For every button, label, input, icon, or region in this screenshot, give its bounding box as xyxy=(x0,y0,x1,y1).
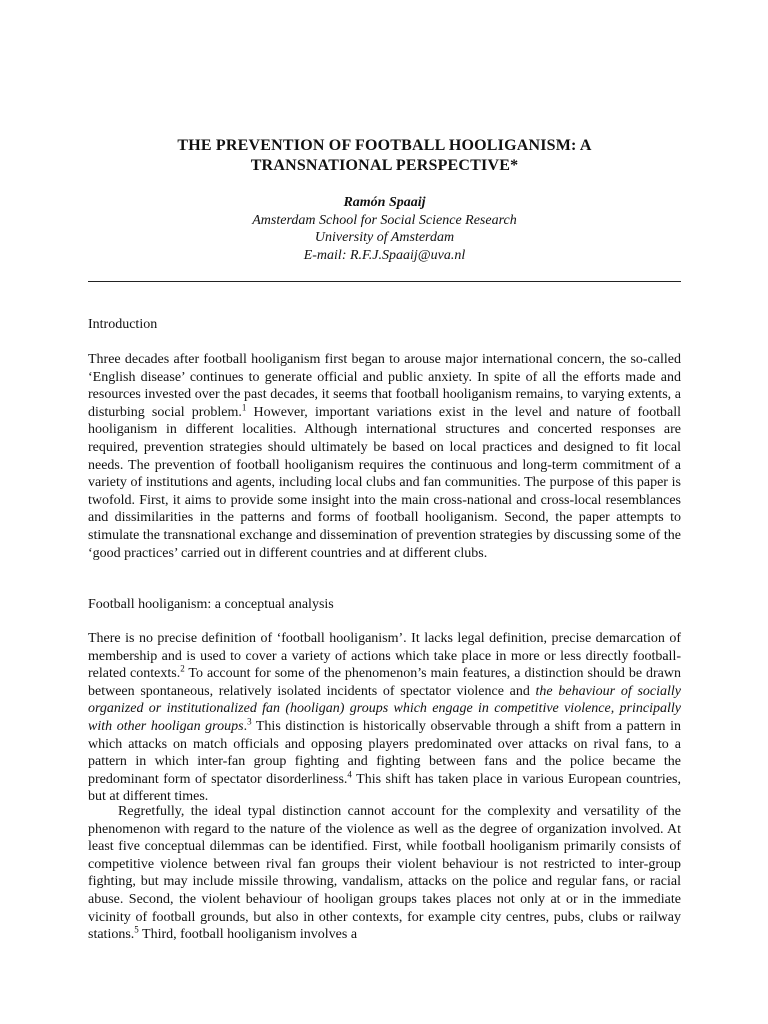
footnote-marker-2[interactable]: 2 xyxy=(180,663,185,674)
author-block xyxy=(88,194,681,264)
footnote-marker-3[interactable]: 3 xyxy=(247,716,252,727)
intro-text-a: Three decades after football hooliganism first began to arouse major international concern, the so-called ‘English disease’ continues to generate official and public anxiety. In spite of all the efforts made and resources invested over the past decades, it seems that football hooliganism remains, to varying extents, a disturbing social problem. xyxy=(88,352,681,420)
concept2-text-a: Regretfully, the ideal typal distinction cannot account for the complexity and versatility of the phenomenon with regard to the nature of the violence as well as the degree of organization involved. At least five conceptual dilemmas can be identified. First, while football hooliganism primarily consists of competitive violence between rival fan groups their violent behaviour is not restricted to inter-group fighting, but may include missile throwing, vandalism, attacks on the police and regular fans, or racial abuse. Second, the violent behaviour of hooligan groups takes places not only at or in the immediate vicinity of football grounds, but also in other contexts, for example city centres, pubs, clubs or railway stations. xyxy=(88,804,681,943)
footnote-marker-4[interactable]: 4 xyxy=(347,769,352,780)
title-block xyxy=(88,136,681,176)
section-heading-introduction: Introduction xyxy=(88,317,158,332)
author-email: E-mail: R.F.J.Spaaij@uva.nl xyxy=(303,247,466,263)
concept-text-c: . xyxy=(243,718,248,734)
conceptual-paragraph-2 xyxy=(88,803,681,944)
concept-text-b: To account for some of the phenomenon’s main features, a distinction should be drawn between spontaneous, relatively isolated incidents of spectator violence and xyxy=(88,666,681,699)
concept-italic-definition: the behaviour of socially organized or institutionalized fan (hooligan) groups which engage in competitive violence, principally with other hooligan groups xyxy=(88,683,681,734)
concept2-text-b: Third, football hooliganism involves a xyxy=(138,927,358,943)
footnote-marker-1[interactable]: 1 xyxy=(241,402,247,413)
intro-text-b: However, important variations exist in the level and nature of football hooliganism in different localities. Although international structures and concerted responses are required, prevention strategies should ultimately be based on local practices and designed to fit local needs. The prevention of football hooliganism requires the continuous and long-term commitment of a variety of institutions and agents, including local clubs and fan communities. The purpose of this paper is twofold. First, it aims to provide some insight into the main cross-national and cross-local resemblances and dissimilarities in the patterns and forms of football hooliganism. Second, the paper attempts to stimulate the transnational exchange and dissemination of prevention strategies by discussing some of the ‘good practices’ carried out in different countries and at different clubs. xyxy=(88,404,682,561)
concept-text-e: This shift has taken place in various European countries, but at different times. xyxy=(88,771,681,805)
intro-paragraph xyxy=(88,351,681,562)
header-divider xyxy=(88,281,681,282)
concept-text-a: There is no precise definition of ‘football hooliganism’. It lacks legal definition, precise demarcation of membership and is used to cover a variety of actions which take place in more or less directly football-related contexts. xyxy=(88,631,681,682)
author-affiliation-1: Amsterdam School for Social Science Research xyxy=(252,212,517,228)
section-heading-conceptual: Football hooliganism: a conceptual analysis xyxy=(88,597,334,612)
conceptual-paragraph-1 xyxy=(88,630,681,806)
paper-title-line-1: THE PREVENTION OF FOOTBALL HOOLIGANISM: A xyxy=(177,137,592,154)
footnote-marker-5[interactable]: 5 xyxy=(134,924,139,935)
author-name: Ramón Spaaij xyxy=(343,195,426,210)
author-affiliation-2: University of Amsterdam xyxy=(314,230,455,245)
concept-text-d: This distinction is historically observable through a shift from a pattern in which attacks on match officials and opposing players predominated over attacks on rival fans, to a pattern in which inter-fan group fighting and fighting between fans and the police became the predominant form of spectator disorderliness. xyxy=(88,718,682,787)
paper-title-line-2: TRANSNATIONAL PERSPECTIVE* xyxy=(250,157,519,174)
